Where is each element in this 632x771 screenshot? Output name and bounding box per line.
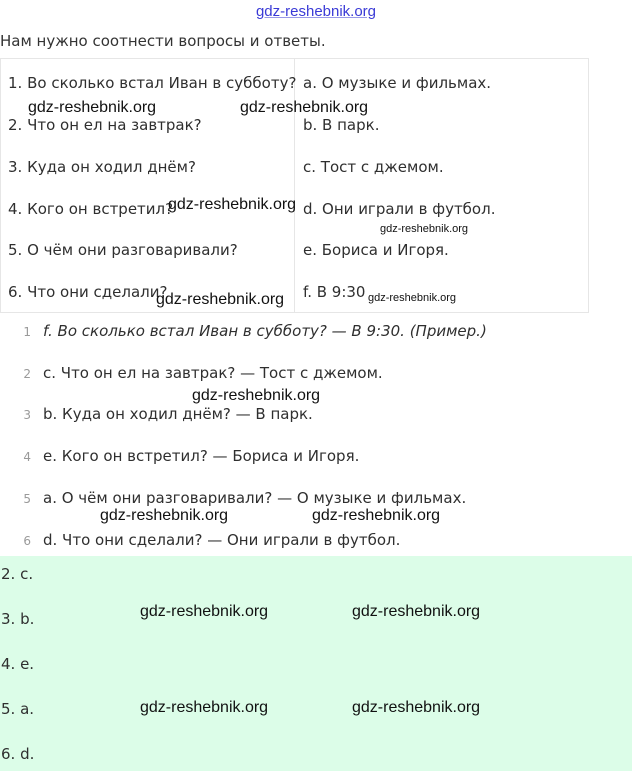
watermark: gdz-reshebnik.org: [312, 507, 441, 524]
answer-line-1: [0, 322, 487, 340]
matching-table: [0, 58, 589, 313]
summary-line-6: 6. d.: [1, 745, 35, 763]
answer-number: 2: [23, 367, 31, 381]
watermark: gdz-reshebnik.org: [28, 99, 157, 116]
question-4: 4. Кого он встретил?: [8, 200, 174, 218]
question-2: 2. Что он ел на завтрак?: [8, 116, 202, 134]
answer-text: e. Кого он встретил? — Бориса и Игоря.: [43, 447, 360, 465]
answer-number: 4: [23, 450, 31, 464]
answer-line-6: [0, 531, 400, 549]
option-c: c. Тост с джемом.: [303, 158, 444, 176]
summary-line-4: 4. e.: [1, 655, 35, 673]
answer-text: f. Во сколько встал Иван в субботу? — В 9:30. (Пример.): [43, 322, 487, 340]
watermark: gdz-reshebnik.org: [192, 387, 321, 404]
question-1: 1. Во сколько встал Иван в субботу?: [8, 74, 297, 92]
table-divider: [294, 59, 295, 312]
watermark: gdz-reshebnik.org: [156, 291, 285, 308]
answer-number: 1: [23, 325, 31, 339]
watermark: gdz-reshebnik.org: [352, 603, 481, 620]
summary-line-5: 5. a.: [1, 700, 35, 718]
answer-text: a. О чём они разговаривали? — О музыке и фильмах.: [43, 489, 467, 507]
answer-summary-box: [0, 556, 632, 771]
answer-line-2: [0, 364, 383, 382]
answer-text: c. Что он ел на завтрак? — Тост с джемом.: [43, 364, 383, 382]
watermark: gdz-reshebnik.org: [140, 699, 269, 716]
watermark: gdz-reshebnik.org: [368, 292, 457, 304]
watermark: gdz-reshebnik.org: [352, 699, 481, 716]
site-header-link[interactable]: gdz-reshebnik.org: [255, 3, 377, 20]
watermark: gdz-reshebnik.org: [380, 223, 469, 235]
answer-number: 3: [23, 408, 31, 422]
option-f: f. В 9:30: [303, 283, 366, 301]
watermark: gdz-reshebnik.org: [140, 603, 269, 620]
question-6: 6. Что они сделали?: [8, 283, 168, 301]
answer-number: 5: [23, 492, 31, 506]
answer-line-3: [0, 405, 313, 423]
question-5: 5. О чём они разговаривали?: [8, 241, 238, 259]
summary-line-2: 2. c.: [1, 565, 34, 583]
answer-number: 6: [23, 534, 31, 548]
summary-line-3: 3. b.: [1, 610, 35, 628]
answer-line-4: [0, 447, 359, 465]
watermark: gdz-reshebnik.org: [100, 507, 229, 524]
answer-text: d. Что они сделали? — Они играли в футбол.: [43, 531, 401, 549]
option-e: e. Бориса и Игоря.: [303, 241, 449, 259]
answer-text: b. Куда он ходил днём? — В парк.: [43, 405, 313, 423]
watermark: gdz-reshebnik.org: [168, 196, 297, 213]
option-d: d. Они играли в футбол.: [303, 200, 496, 218]
watermark: gdz-reshebnik.org: [240, 99, 369, 116]
option-b: b. В парк.: [303, 116, 380, 134]
intro-text: Нам нужно соотнести вопросы и ответы.: [0, 32, 326, 50]
question-3: 3. Куда он ходил днём?: [8, 158, 196, 176]
option-a: a. О музыке и фильмах.: [303, 74, 492, 92]
answer-line-5: [0, 489, 466, 507]
